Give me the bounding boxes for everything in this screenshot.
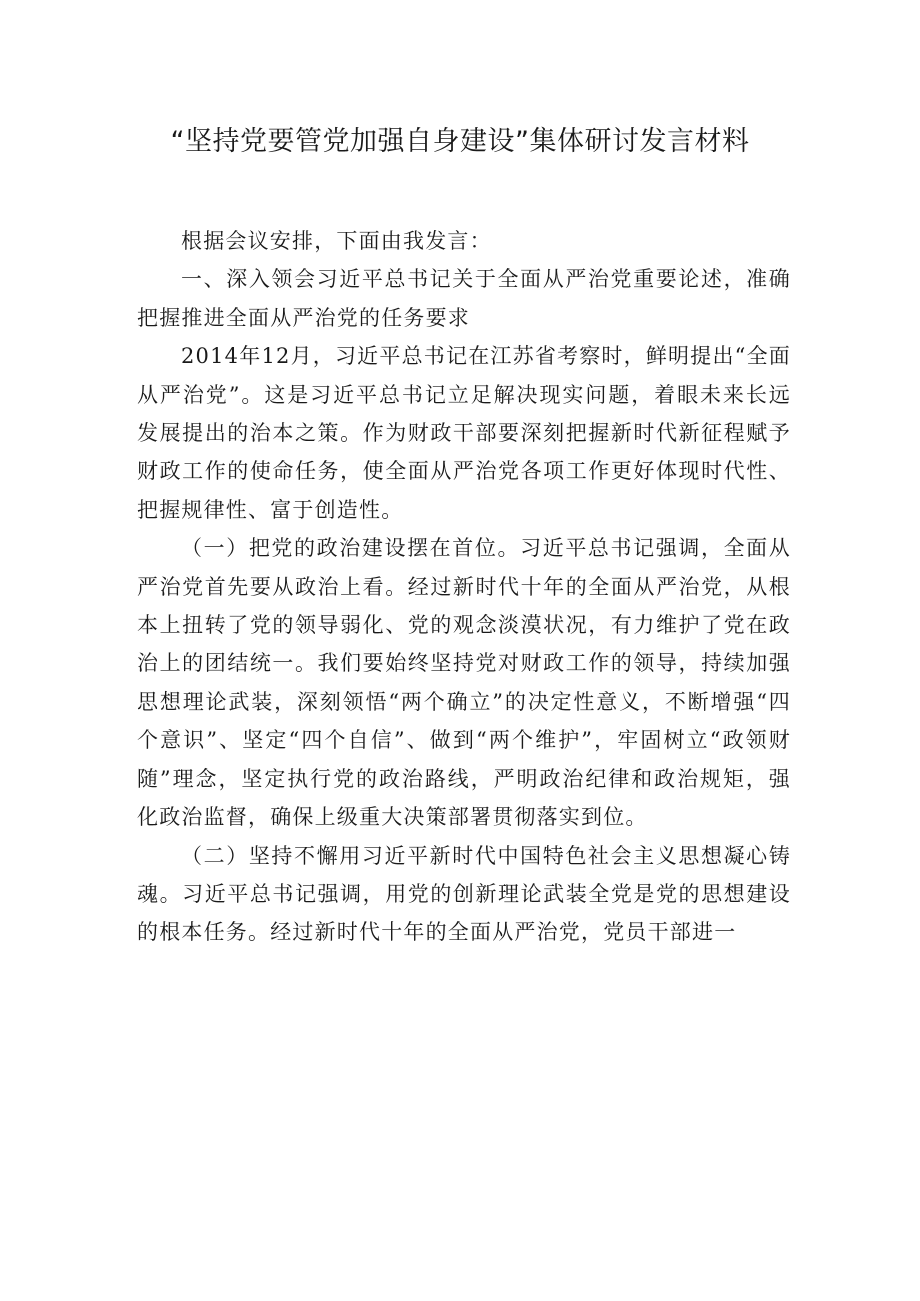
paragraph-background: 2014年12月，习近平总书记在江苏省考察时，鲜明提出“全面从严治党”。这是习近平总书记立足解决现实问题，着眼未来长远发展提出的治本之策。作为财政干部要深刻把握新时代新征程赋予财政工作的使命任务，使全面从严治党各项工作更好体现时代性、把握规律性、富于创造性。 xyxy=(137,344,791,522)
paragraph-point-1: （一）把党的政治建设摆在首位。习近平总书记强调，全面从严治党首先要从政治上看。经过新时代十年的全面从严治党，从根本上扭转了党的领导弱化、党的观念淡漠状况，有力维护了党在政治上的团结统一。我们要始终坚持党对财政工作的领导，持续加强思想理论武装，深刻领悟“两个确立”的决定性意义，不断增强“四个意识”、坚定“四个自信”、做到“两个维护”，牢固树立“政领财随”理念，坚定执行党的政治路线，严明政治纪律和政治规矩，强化政治监督，确保上级重大决策部署贯彻落实到位。 xyxy=(137,536,791,830)
section-heading-1: 一、深入领会习近平总书记关于全面从严治党重要论述，准确把握推进全面从严治党的任务要求 xyxy=(137,267,791,330)
document-body xyxy=(137,222,791,952)
paragraph-point-2: （二）坚持不懈用习近平新时代中国特色社会主义思想凝心铸魂。习近平总书记强调，用党的创新理论武装全党是党的思想建设的根本任务。经过新时代十年的全面从严治党，党员干部进一 xyxy=(137,843,791,945)
paragraph-opening: 根据会议安排，下面由我发言： xyxy=(181,229,492,253)
document-title: “坚持党要管党加强自身建设”集体研讨发言材料 xyxy=(170,126,750,157)
